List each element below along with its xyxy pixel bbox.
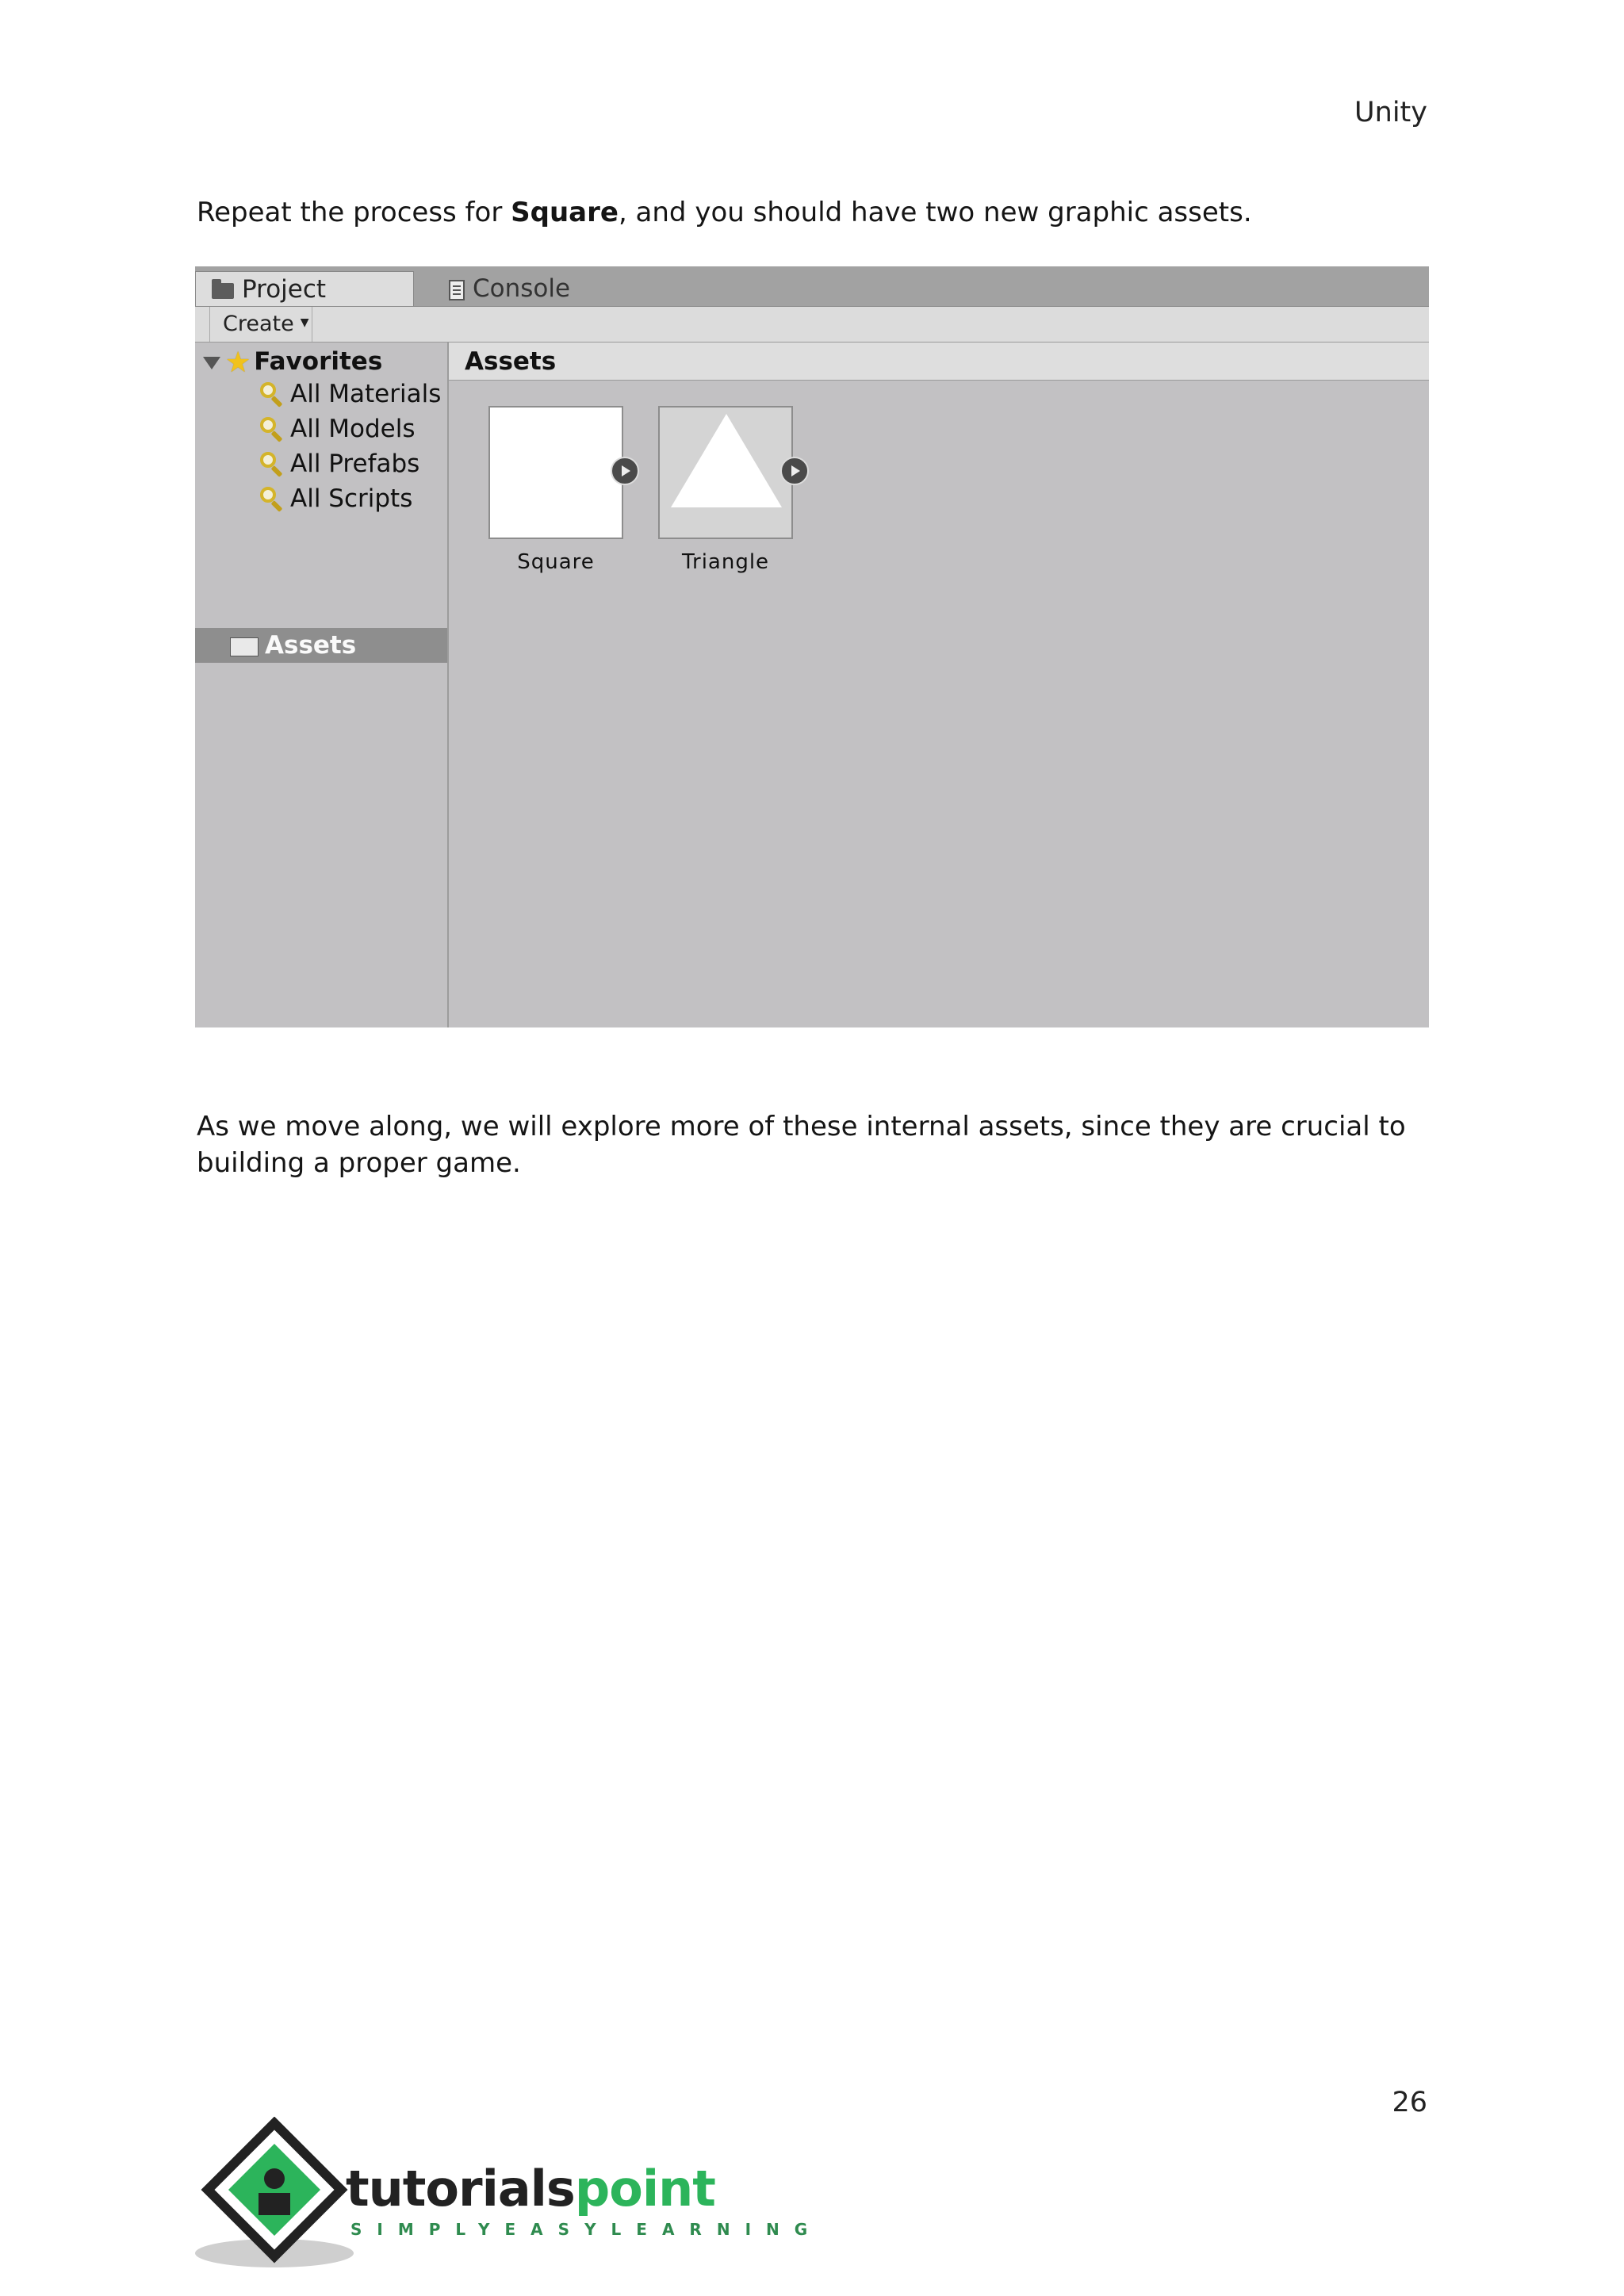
project-sidebar [195, 342, 449, 1027]
sidebar-item-all-materials[interactable] [260, 377, 449, 411]
tab-console-label: Console [473, 274, 571, 303]
create-dropdown-button[interactable] [209, 307, 312, 342]
sidebar-item-label: All Materials [290, 380, 442, 408]
sidebar-favorites-header[interactable] [203, 346, 382, 377]
closing-paragraph: As we move along, we will explore more of these internal assets, since they are crucial to building a proper game. [197, 1111, 1406, 1179]
asset-triangle[interactable] [658, 406, 793, 574]
folder-icon [230, 637, 259, 656]
asset-label: Triangle [681, 550, 770, 574]
tab-project[interactable] [195, 271, 414, 306]
assets-breadcrumb: Assets [449, 342, 1429, 381]
sidebar-assets-label: Assets [265, 631, 357, 660]
assets-panel [449, 342, 1429, 1027]
sidebar-item-assets[interactable] [195, 628, 447, 663]
intro-text-after: , and you should have two new graphic assets. [618, 197, 1252, 228]
tab-console[interactable] [433, 271, 623, 306]
folder-icon [212, 283, 234, 299]
sidebar-item-label: All Scripts [290, 484, 413, 513]
play-icon[interactable] [780, 457, 809, 485]
sidebar-item-all-models[interactable] [260, 412, 449, 446]
tab-project-label: Project [242, 275, 327, 304]
unity-project-window [195, 266, 1429, 1027]
dropdown-arrow-icon: ▼ [300, 316, 309, 329]
create-label: Create [223, 312, 294, 336]
logo-text-point: point [574, 2160, 715, 2218]
search-icon [260, 487, 284, 514]
favorites-label: Favorites [254, 347, 383, 376]
logo-text-tutorials: tutorials [346, 2160, 575, 2218]
tab-bar [195, 266, 1429, 307]
page-number: 26 [1392, 2087, 1427, 2118]
search-icon [260, 452, 284, 479]
search-icon [260, 417, 284, 444]
logo-diamond-icon [195, 2117, 354, 2275]
sidebar-item-all-prefabs[interactable] [260, 447, 449, 480]
asset-thumbnail[interactable] [658, 406, 793, 539]
play-icon[interactable] [611, 457, 639, 485]
sidebar-item-all-scripts[interactable] [260, 482, 449, 515]
page-header-title: Unity [1354, 97, 1427, 128]
intro-bold-word: Square [511, 197, 619, 228]
asset-square[interactable] [488, 406, 623, 574]
search-icon [260, 382, 284, 409]
asset-label: Square [517, 550, 595, 574]
sidebar-item-label: All Models [290, 415, 416, 443]
asset-thumbnail[interactable] [488, 406, 623, 539]
expand-triangle-icon[interactable] [203, 357, 220, 369]
project-toolbar [195, 307, 1429, 342]
tutorialspoint-logo [195, 2117, 823, 2275]
triangle-shape [671, 414, 782, 507]
star-icon: ★ [225, 346, 251, 379]
logo-tagline: SIMPLYEASYLEARNING [350, 2220, 823, 2239]
intro-text-before: Repeat the process for [197, 197, 511, 228]
logo-wordmark [346, 2160, 715, 2218]
sidebar-item-label: All Prefabs [290, 450, 420, 478]
console-icon [449, 280, 465, 300]
intro-paragraph [197, 194, 1427, 231]
